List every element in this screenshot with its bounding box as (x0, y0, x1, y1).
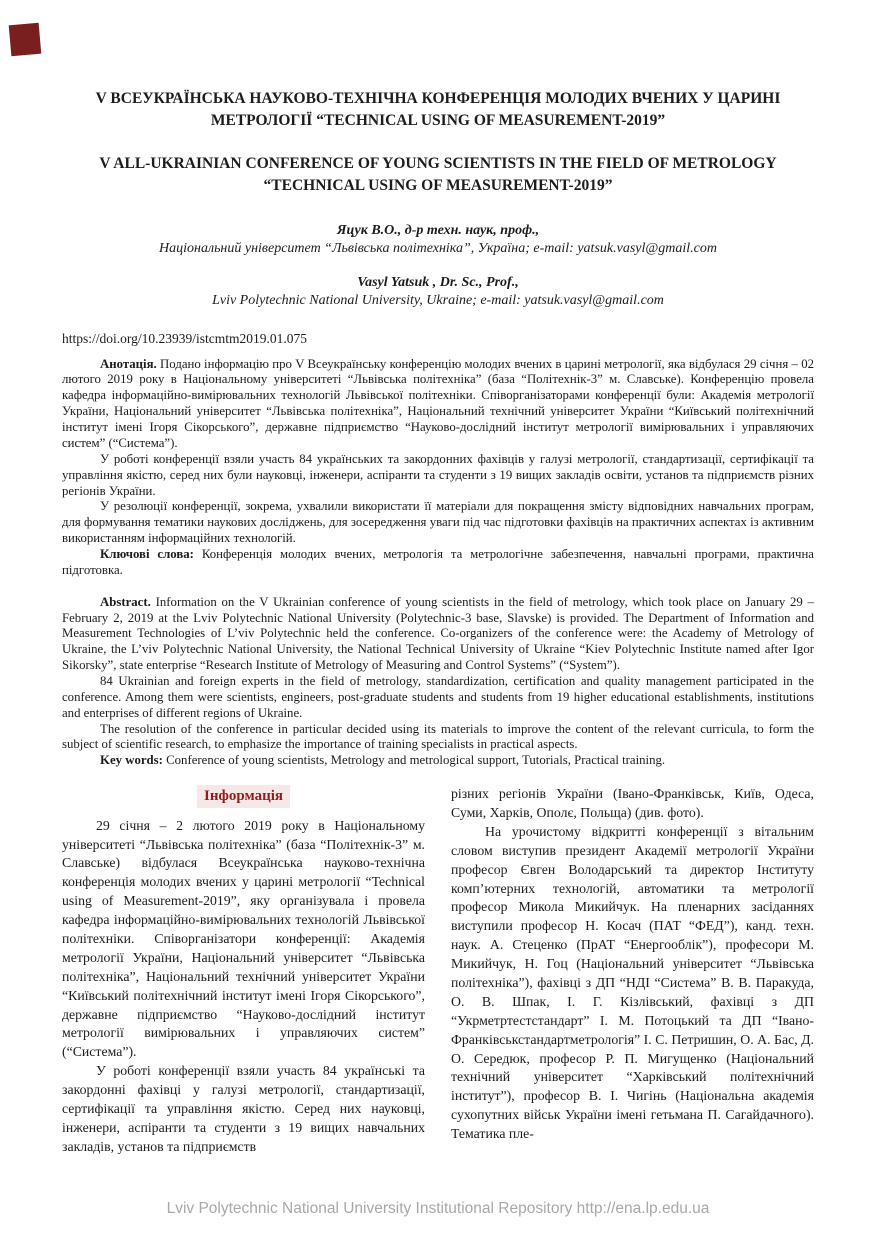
paragraph: У роботі конференції взяли участь 84 українських та закордонних фахівців у галузі метрології, стандартизації, сертифікації та управління якістю, серед них були науковці, інженери, аспіранти та студенти з 19 вищих закладів освіти, установ та підприємств різних регіонів України. (62, 451, 814, 498)
paragraph: різних регіонів України (Івано-Франківськ, Київ, Одеса, Суми, Харків, Ополє, Польща) (див. фото). (451, 786, 814, 820)
abstract-text: Подано інформацію про V Всеукраїнську конференцію молодих вчених в царині метрології, яка відбулася 29 січня – 02 лютого 2019 року в Національному університеті “Львівська політехніка” (база “Політехнік-3” м. Славське). Конференцію провела кафедра інформаційно-вимірювальних технологій Львівської політехніки. Співорганізаторами конференції були: Академія метрології України, Національний університет “Львівська політехніка”, Національний технічний університет України “Київський політехнічний інститут імені Ігоря Сікорського”, державне підприємство “Науково-дослідний інститут метрології вимірювальних і управляючих систем” (“Система”). (62, 356, 814, 450)
paragraph (62, 357, 814, 452)
paragraph: У резолюції конференції, зокрема, ухвалили використати її матеріали для покращення змісту відповідних навчальних програм, для формування тематики наукових досліджень, для зосередження уваги під час підготовки фахівців на практичних аспектах із активним використанням інформаційних технологій. (62, 499, 814, 546)
repository-footer: Lviv Polytechnic National University Institutional Repository http://ena.lp.edu.ua (166, 1200, 710, 1217)
keywords-line (62, 753, 814, 769)
author-name-en: Vasyl Yatsuk , Dr. Sc., Prof., (357, 275, 519, 291)
paragraph: У роботі конференції взяли участь 84 українські та закордонні фахівці у галузі метрології, стандартизації, сертифікації та управління якістю. Серед них науковці, інженери, аспіранти та студенти з 19 вищих навчальних закладів, установ та підприємств (62, 1063, 425, 1154)
paragraph: 84 Ukrainian and foreign experts in the field of metrology, standardization, certification and quality management participated in the conference. Among them were scientists, engineers, post-graduate students and students from 19 higher educational establishments, institutions and enterprises of different regions of Ukraine. (62, 673, 814, 720)
body-columns (62, 785, 814, 1157)
paragraph (62, 595, 814, 674)
page-content (62, 88, 814, 1157)
abstract-label: Анотація. (100, 356, 157, 371)
corner-stamp-icon (9, 23, 42, 56)
title-english: V ALL-UKRAINIAN CONFERENCE OF YOUNG SCIENTISTS IN THE FIELD OF METROLOGY “TECHNICAL USING OF MEASUREMENT-2019” (99, 154, 777, 195)
abstract-text: Information on the V Ukrainian conference of young scientists in the field of metrology, which took place on January 29 – February 2, 2019 at the Lviv Polytechnic National University (Polytechnic-3 base, Slavske) is provided. The Department of Information and Measurement Technologies of L’viv Polytechnic held the conference. Co-organizers of the conference were: the Academy of Metrology of Ukraine, the L’viv Polytechnic National University, the National Technical University of Ukraine “Kiev Polytechnic Institute named after Igor Sikorsky”, state enterprise “Research Institute of Metrology of Measuring and Control Systems” (“System”). (62, 594, 814, 673)
paragraph: На урочистому відкритті конференції з вітальним словом виступив президент Академії метрології України професор Євген Володарський та директор Інституту комп’ютерних технологій, автоматики та метрології професор Микола Микийчук. На пленарних засіданнях виступили професор Н. Косач (ПАТ “ФЕД”), канд. техн. наук. А. Стеценко (ПрАТ “Енергооблік”), професори М. Микийчук, Н. Гоц (Національний університет “Львівська політехніка”), фахівці з ДП “НДІ “Система” В. В. Паракуда, О. В. Шпак, І. Г. Кізлівський, фахівці з ДП “Укрметртестстандарт” І. М. Потоцький та ДП “Івано-Франківськстандартметрологія” І. С. Петришин, О. А. Бас, Д. О. Середюк, професор Р. П. Мигущенко (Національний технічний університет “Харківський політехнічний інститут”), професор В. І. Чигінь (Національна академія сухопутних військ України імені гетьмана П. Сагайдачного). Тематика пле- (451, 823, 814, 1142)
doi-text: https://doi.org/10.23939/istcmtm2019.01.075 (62, 330, 308, 346)
author-block-en (62, 274, 814, 310)
right-column (451, 785, 814, 1157)
left-column (62, 785, 425, 1157)
author-name-uk: Яцук В.О., д-р техн. наук, проф., (336, 222, 540, 238)
paragraph: The resolution of the conference in particular decided using its materials to improve the content of the relevant curricula, to form the subject of scientific research, to emphasize the importance of training specialists in practical aspects. (62, 721, 814, 752)
abstract-label: Abstract. (100, 594, 151, 609)
affiliation-en: Lviv Polytechnic National University, Ukraine; e-mail: yatsuk.vasyl@gmail.com (212, 293, 664, 309)
paragraph: 29 січня – 2 лютого 2019 року в Національному університеті “Львівська політехніка” (база “Політехнік-3” м. Славське) відбулася Всеукраїнська науково-технічна конференція молодих вчених у царині метрології “Technical using of Measurement-2019”, яку організувала і провела кафедра інформаційно-вимірювальних технологій Львівської політехніки. Співорганізатори конференції: Академія метрології України, Національний університет “Львівська політехніка”, Національний технічний університет України “Київський політехнічний інститут імені Ігоря Сікорського”, державне підприємство “Науково-дослідний інститут метрології вимірювальних і управляючих систем” (“Система”). (62, 817, 425, 1060)
keywords-line (62, 547, 814, 579)
section-heading-informatsiya: Інформація (197, 785, 290, 808)
title-ukrainian: V ВСЕУКРАЇНСЬКА НАУКОВО-ТЕХНІЧНА КОНФЕРЕНЦІЯ МОЛОДИХ ВЧЕНИХ У ЦАРИНІ МЕТРОЛОГІЇ “TECHNICAL USING OF MEASUREMENT-2019” (95, 90, 781, 130)
keywords-label: Ключові слова: (100, 546, 194, 561)
keywords-text: Конференція молодих вчених, метрологія та метрологічне забезпечення, навчальні програми, практична підготовка. (62, 546, 814, 577)
author-block-uk (62, 222, 814, 258)
affiliation-uk: Національний університет “Львівська політехніка”, Україна; e-mail: yatsuk.vasyl@gmail.com (159, 241, 717, 257)
abstract-ukrainian (62, 357, 814, 579)
keywords-label: Key words: (100, 753, 163, 768)
abstract-english (62, 595, 814, 769)
keywords-text: Conference of young scientists, Metrology and metrological support, Tutorials, Practical training. (166, 753, 666, 768)
